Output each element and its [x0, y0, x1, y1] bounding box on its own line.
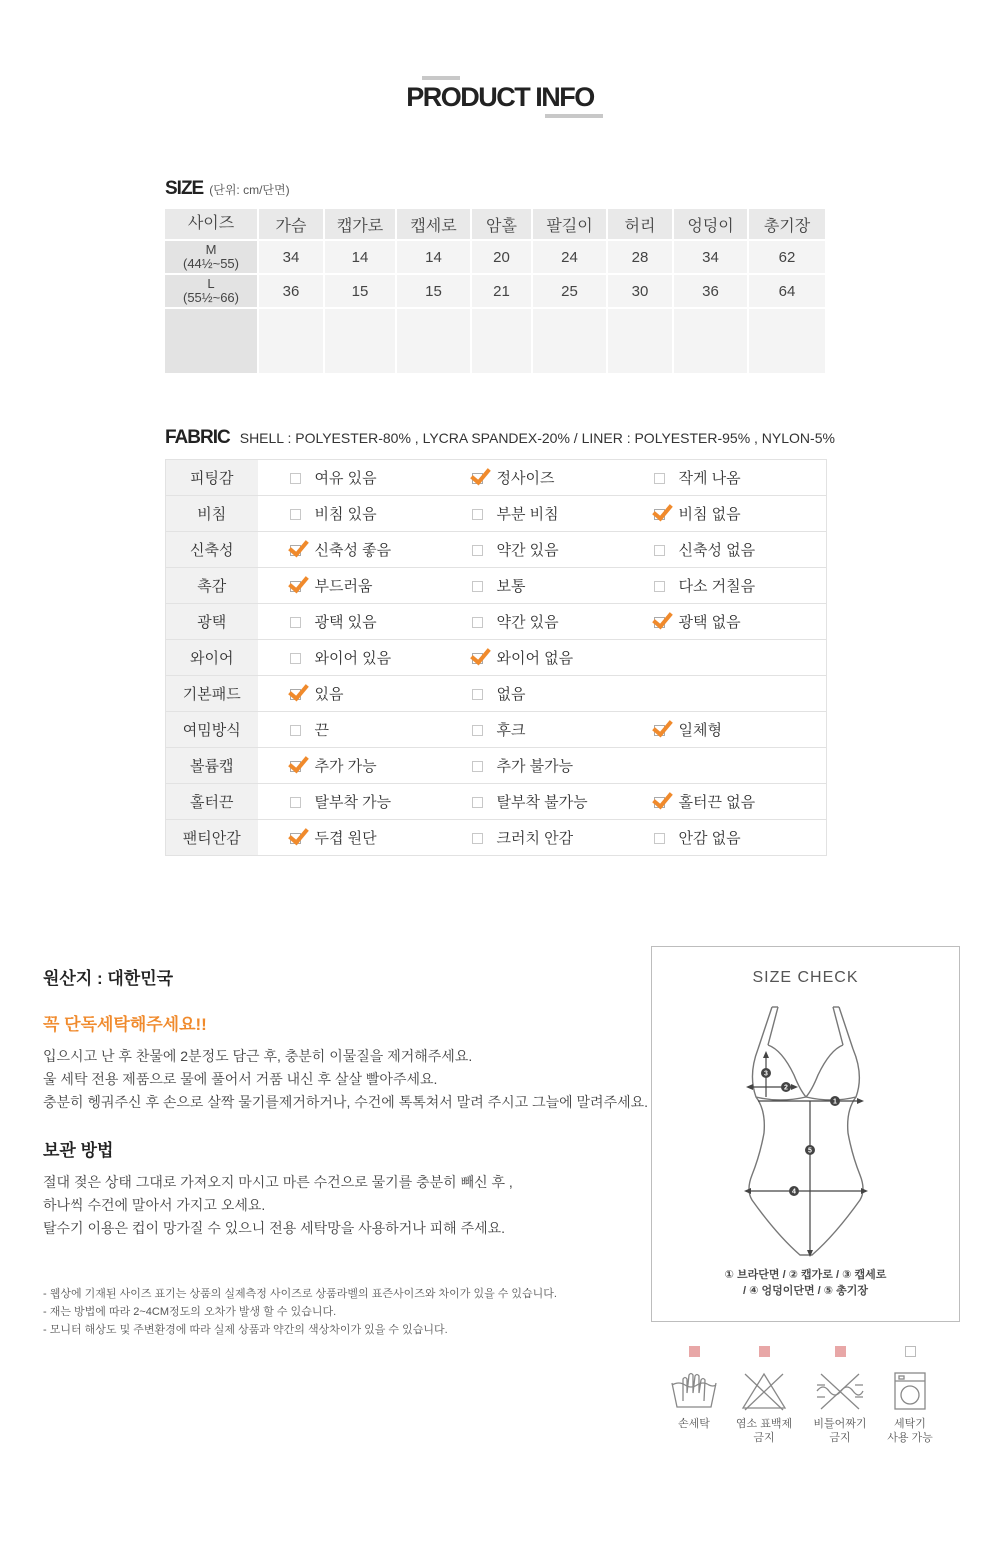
checkbox-icon: [290, 617, 301, 628]
checkbox-icon: [472, 617, 483, 628]
fabric-option-label: 약간 있음: [496, 614, 559, 631]
fabric-row-label: 비침: [166, 496, 258, 532]
fabric-option-label: 두겹 원단: [314, 830, 377, 847]
fabric-option: [440, 784, 622, 820]
size-code: M: [205, 242, 217, 257]
size-row-label: [165, 241, 259, 275]
size-value: 36: [674, 275, 749, 309]
size-row-m: [165, 241, 827, 275]
size-section-header: [165, 178, 290, 202]
marker-4-label: 4: [792, 1188, 796, 1196]
checked-checkbox-icon: [654, 617, 665, 628]
size-value: 34: [674, 241, 749, 275]
fabric-option: [258, 496, 440, 532]
care-label-line: 금지: [829, 1432, 851, 1444]
size-range: (44½~55): [182, 256, 239, 271]
fabric-row: [166, 604, 827, 640]
fabric-option: [258, 676, 440, 712]
checkbox-icon: [290, 725, 301, 736]
size-table: [165, 209, 827, 375]
fabric-option-label: 와이어 있음: [314, 650, 392, 667]
fabric-option-label: 일체형: [678, 722, 722, 739]
page-title: PRODUCT INFO: [406, 82, 594, 112]
storage-instructions: [43, 1171, 513, 1240]
size-check-legend: [652, 1267, 959, 1299]
care-indicator: [905, 1346, 916, 1357]
fabric-row: [166, 748, 827, 784]
note-line: - 재는 방법에 따라 2~4CM정도의 오차가 발생 할 수 있습니다.: [43, 1306, 337, 1318]
fabric-option-label: 와이어 없음: [496, 650, 574, 667]
checkbox-icon: [654, 545, 665, 556]
checked-checkbox-icon: [472, 473, 483, 484]
size-value: 34: [259, 241, 325, 275]
size-empty-cell: [325, 309, 397, 375]
fabric-option: [440, 604, 622, 640]
checkbox-icon: [290, 653, 301, 664]
no-bleach-icon: [739, 1371, 789, 1411]
fabric-option: [440, 640, 622, 676]
fabric-option: [258, 748, 440, 784]
size-empty-cell: [472, 309, 533, 375]
fabric-option-label: 홀터끈 없음: [678, 794, 756, 811]
checked-checkbox-icon: [290, 545, 301, 556]
fabric-option: [258, 532, 440, 568]
checked-checkbox-icon: [654, 509, 665, 520]
care-label: [800, 1417, 880, 1445]
care-hand-wash: [654, 1346, 734, 1431]
care-label-line: 염소 표백제: [735, 1418, 793, 1430]
size-value: 14: [325, 241, 397, 275]
fabric-row-label: 피팅감: [166, 460, 258, 496]
checkbox-icon: [472, 509, 483, 520]
fabric-row-label: 홀터끈: [166, 784, 258, 820]
size-value: 64: [749, 275, 827, 309]
fabric-option: [440, 532, 622, 568]
size-table-header-row: [165, 209, 827, 241]
checked-checkbox-icon: [290, 581, 301, 592]
checkbox-icon: [472, 581, 483, 592]
fabric-option: [258, 712, 440, 748]
size-header-cell: 캡세로: [397, 209, 472, 241]
fabric-row-label: 여밈방식: [166, 712, 258, 748]
storage-title: 보관 방법: [43, 1141, 114, 1160]
size-notes: [43, 1285, 557, 1339]
fabric-row: [166, 640, 827, 676]
fabric-option-label: 광택 없음: [678, 614, 741, 631]
fabric-option-label: 작게 나옴: [678, 470, 741, 487]
fabric-option-label: 여유 있음: [314, 470, 377, 487]
fabric-section-header: [165, 427, 835, 451]
size-empty-cell: [259, 309, 325, 375]
fabric-row: [166, 676, 827, 712]
fabric-option-label: 정사이즈: [496, 470, 555, 487]
care-label-line: 금지: [753, 1432, 775, 1444]
fabric-row: [166, 568, 827, 604]
checkbox-icon: [472, 545, 483, 556]
fabric-option: [622, 568, 827, 604]
checkbox-icon: [654, 473, 665, 484]
fabric-row: [166, 784, 827, 820]
size-value: 24: [533, 241, 608, 275]
product-info-header: [0, 76, 1000, 126]
legend-line: ① 브라단면 / ② 캡가로 / ③ 캡세로: [724, 1269, 887, 1281]
fabric-row-label: 촉감: [166, 568, 258, 604]
legend-line: / ④ 엉덩이단면 / ⑤ 총기장: [742, 1285, 869, 1297]
wash-warning-title: 꼭 단독세탁해주세요!!: [43, 1015, 207, 1034]
size-empty-cell: [608, 309, 674, 375]
size-label: SIZE: [165, 178, 204, 199]
care-label-line: 사용 가능: [887, 1432, 933, 1444]
storage-line: 탈수기 이용은 컵이 망가질 수 있으니 전용 세탁망을 사용하거나 피해 주세요.: [43, 1220, 506, 1236]
care-label-line: 세탁기: [894, 1418, 926, 1430]
checked-checkbox-icon: [654, 797, 665, 808]
care-label: 손세탁: [678, 1418, 710, 1430]
size-value: 15: [397, 275, 472, 309]
fabric-row-label: 기본패드: [166, 676, 258, 712]
fabric-option: [258, 604, 440, 640]
fabric-option: [440, 712, 622, 748]
size-value: 36: [259, 275, 325, 309]
size-header-cell: 사이즈: [165, 209, 259, 241]
size-empty-cell: [397, 309, 472, 375]
care-machine-wash: [870, 1346, 950, 1445]
storage-line: 절대 젖은 상태 그대로 가져오지 마시고 마른 수건으로 물기를 충분히 빼신 후 ,: [43, 1174, 513, 1190]
storage-line: 하나씩 수건에 말아서 가지고 오세요.: [43, 1197, 266, 1213]
fabric-option-label: 신축성 없음: [678, 542, 756, 559]
size-check-title: SIZE CHECK: [752, 969, 859, 986]
fabric-row: [166, 712, 827, 748]
size-value: 30: [608, 275, 674, 309]
fabric-label: FABRIC: [165, 427, 230, 448]
fabric-row-label: 광택: [166, 604, 258, 640]
size-range: (55½~66): [182, 290, 239, 305]
fabric-option-label: 비침 없음: [678, 506, 741, 523]
care-indicator: [835, 1346, 846, 1357]
fabric-option-label: 약간 있음: [496, 542, 559, 559]
size-value: 28: [608, 241, 674, 275]
checkbox-icon: [290, 473, 301, 484]
size-header-cell: 가슴: [259, 209, 325, 241]
size-header-cell: 암홀: [472, 209, 533, 241]
size-row-empty: [165, 309, 827, 375]
marker-3-label: 3: [764, 1070, 768, 1078]
wash-line: 울 세탁 전용 제품으로 물에 풀어서 거품 내신 후 살살 빨아주세요.: [43, 1071, 438, 1087]
fabric-option-label: 부분 비침: [496, 506, 559, 523]
right-cup: [806, 1045, 843, 1097]
fabric-option: [622, 532, 827, 568]
fabric-row-label: 신축성: [166, 532, 258, 568]
size-empty-cell: [165, 309, 259, 375]
fabric-empty-cell: [622, 640, 827, 676]
size-value: 20: [472, 241, 533, 275]
size-header-cell: 캡가로: [325, 209, 397, 241]
fabric-empty-cell: [622, 676, 827, 712]
fabric-option-label: 있음: [314, 686, 344, 703]
fabric-option: [622, 604, 827, 640]
fabric-option: [258, 568, 440, 604]
hand-wash-icon: [669, 1371, 719, 1411]
fabric-option-label: 광택 있음: [314, 614, 377, 631]
care-label: [724, 1417, 804, 1445]
origin-text: 원산지 : 대한민국: [43, 969, 174, 988]
no-wring-icon: [815, 1371, 865, 1411]
fabric-option: [440, 496, 622, 532]
checked-checkbox-icon: [654, 725, 665, 736]
fabric-row-label: 와이어: [166, 640, 258, 676]
fabric-row: [166, 820, 827, 856]
size-empty-cell: [533, 309, 608, 375]
fabric-option-label: 부드러움: [314, 578, 373, 595]
fabric-option: [258, 820, 440, 856]
fabric-option: [622, 496, 827, 532]
fabric-option: [440, 820, 622, 856]
fabric-option-label: 탈부착 가능: [314, 794, 392, 811]
fabric-option-label: 보통: [496, 578, 526, 595]
checkbox-icon: [290, 509, 301, 520]
title-decoration-top: [422, 76, 460, 80]
size-value: 62: [749, 241, 827, 275]
size-value: 14: [397, 241, 472, 275]
checked-checkbox-icon: [472, 653, 483, 664]
checkbox-icon: [472, 833, 483, 844]
checkbox-icon: [472, 725, 483, 736]
fabric-option-label: 탈부착 불가능: [496, 794, 588, 811]
size-empty-cell: [674, 309, 749, 375]
checked-checkbox-icon: [290, 689, 301, 700]
care-no-bleach: [724, 1346, 804, 1445]
marker-5-label: 5: [808, 1147, 812, 1155]
checkbox-icon: [472, 797, 483, 808]
fabric-option-label: 신축성 좋음: [314, 542, 392, 559]
note-line: - 모니터 해상도 및 주변환경에 따라 실제 상품과 약간의 색상차이가 있을 수 있습니다.: [43, 1324, 448, 1336]
size-unit: (단위: cm/단면): [209, 183, 290, 197]
note-line: - 웹상에 기재된 사이즈 표기는 상품의 실제측정 사이즈로 상품라벨의 표즌사이즈와 차이가 있을 수 있습니다.: [43, 1288, 557, 1300]
care-label: [870, 1417, 950, 1445]
fabric-option: [440, 676, 622, 712]
underbust: [756, 1097, 856, 1100]
fabric-option: [440, 748, 622, 784]
size-value: 25: [533, 275, 608, 309]
fabric-row: [166, 496, 827, 532]
fabric-row-label: 팬티안감: [166, 820, 258, 856]
fabric-option: [622, 820, 827, 856]
care-indicator: [689, 1346, 700, 1357]
marker-2-label: 2: [784, 1084, 788, 1092]
size-empty-cell: [749, 309, 827, 375]
size-row-l: [165, 275, 827, 309]
checked-checkbox-icon: [290, 761, 301, 772]
left-strap: [758, 1007, 772, 1049]
fabric-table: [165, 459, 827, 856]
wash-line: 입으시고 난 후 찬물에 2분정도 담근 후, 충분히 이물질을 제거해주세요.: [43, 1048, 473, 1064]
right-strap: [839, 1007, 853, 1049]
care-indicator: [759, 1346, 770, 1357]
wash-line: 충분히 헹궈주신 후 손으로 살짝 물기를제거하거나, 수건에 톡톡쳐서 말려 주시고 그늘에 말려주세요.: [43, 1094, 649, 1110]
fabric-option-label: 추가 불가능: [496, 758, 574, 775]
fabric-option-label: 크러치 안감: [496, 830, 574, 847]
size-header-cell: 팔길이: [533, 209, 608, 241]
marker-1-label: 1: [833, 1098, 837, 1106]
checkbox-icon: [472, 761, 483, 772]
care-no-wring: [800, 1346, 880, 1445]
size-header-cell: 총기장: [749, 209, 827, 241]
size-header-cell: 엉덩이: [674, 209, 749, 241]
checkbox-icon: [472, 689, 483, 700]
fabric-option-label: 끈: [314, 722, 329, 739]
size-header-cell: 허리: [608, 209, 674, 241]
size-value: 15: [325, 275, 397, 309]
fabric-row-label: 볼륨캡: [166, 748, 258, 784]
fabric-option: [258, 640, 440, 676]
fabric-option: [622, 712, 827, 748]
fabric-row: [166, 532, 827, 568]
size-code: L: [207, 276, 215, 291]
fabric-empty-cell: [622, 748, 827, 784]
fabric-option-label: 추가 가능: [314, 758, 377, 775]
fabric-option: [258, 784, 440, 820]
size-row-label: [165, 275, 259, 309]
care-label-line: 비틀어짜기: [813, 1418, 867, 1430]
washing-machine-icon: [885, 1371, 935, 1411]
fabric-option: [622, 460, 827, 496]
checkbox-icon: [654, 833, 665, 844]
fabric-option-label: 비침 있음: [314, 506, 377, 523]
fabric-option: [258, 460, 440, 496]
checkbox-icon: [290, 797, 301, 808]
fabric-option-label: 다소 거칠음: [678, 578, 756, 595]
fabric-option: [622, 784, 827, 820]
fabric-option-label: 안감 없음: [678, 830, 741, 847]
fabric-composition: SHELL : POLYESTER-80% , LYCRA SPANDEX-20% / LINER : POLYESTER-95% , NYLON-5%: [239, 430, 835, 446]
fabric-option: [440, 460, 622, 496]
size-check-box: [651, 946, 960, 1322]
checked-checkbox-icon: [290, 833, 301, 844]
fabric-row: [166, 460, 827, 496]
swimsuit-diagram: [732, 1005, 882, 1265]
fabric-option-label: 후크: [496, 722, 526, 739]
title-decoration-bottom: [545, 114, 603, 118]
fabric-option: [440, 568, 622, 604]
fabric-option-label: 없음: [496, 686, 526, 703]
wash-instructions: [43, 1045, 648, 1114]
checkbox-icon: [654, 581, 665, 592]
size-value: 21: [472, 275, 533, 309]
